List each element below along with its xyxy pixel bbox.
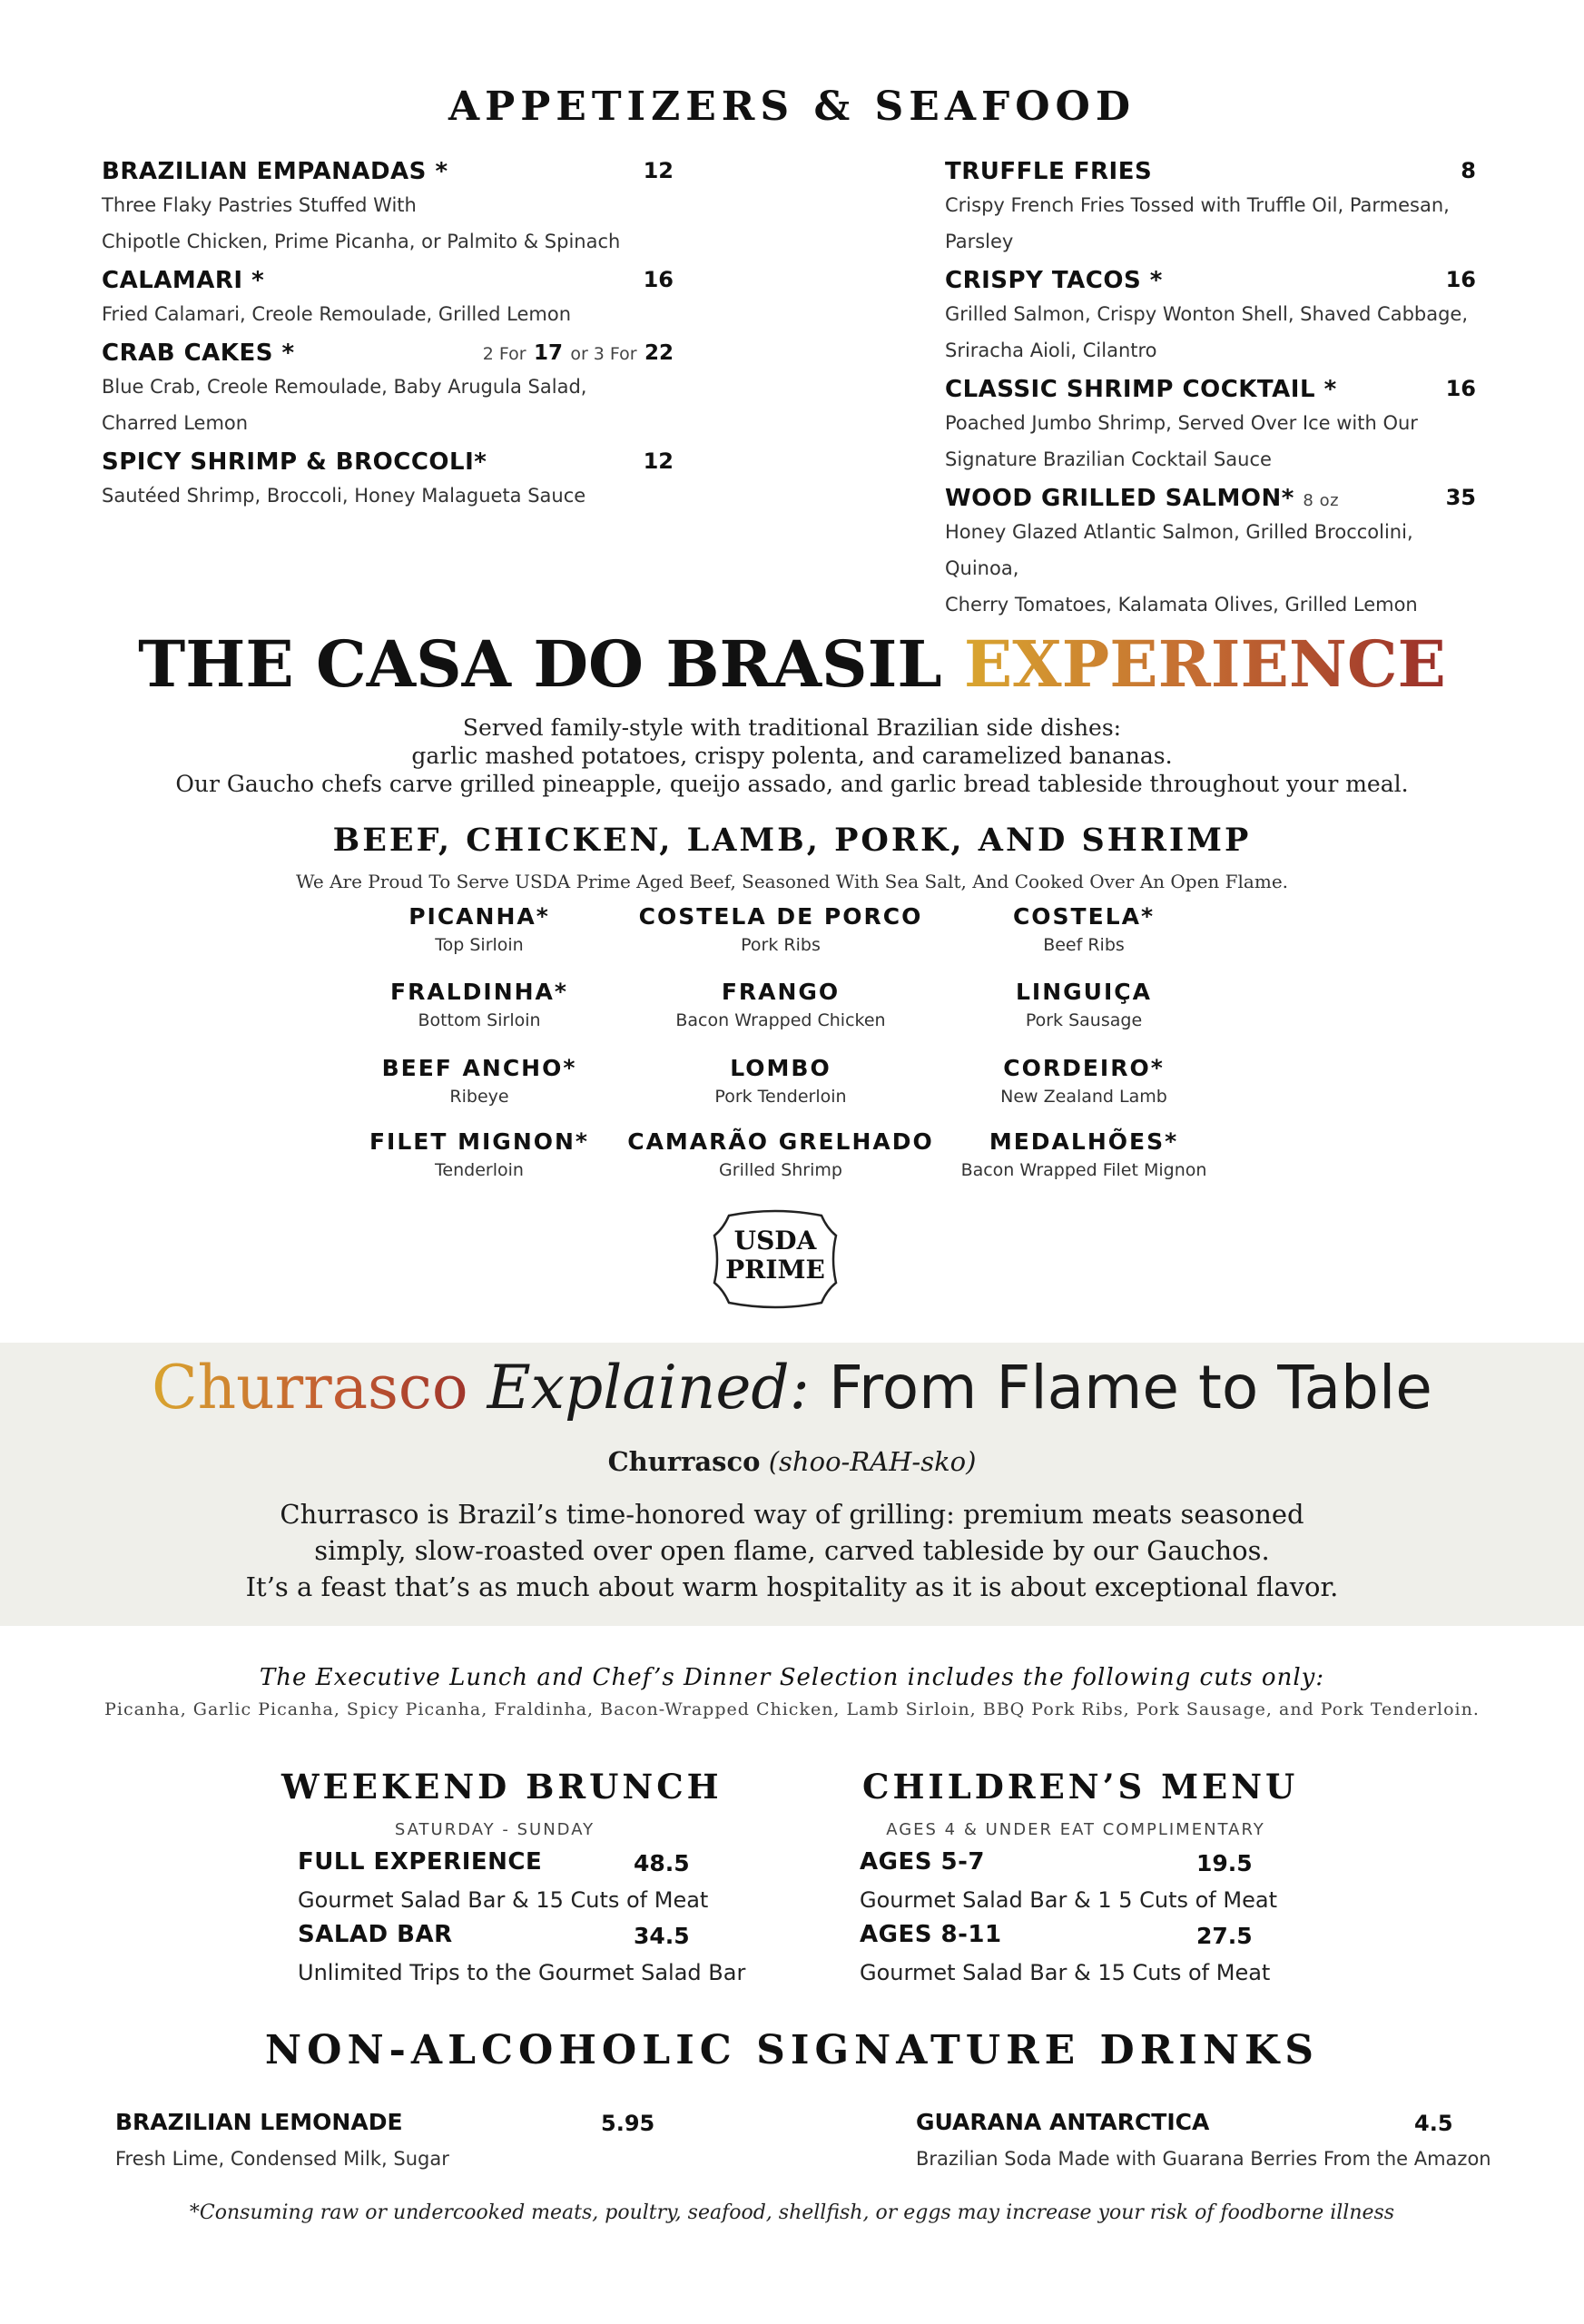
drink-price: 5.95 <box>601 2111 655 2136</box>
meat-subtitle: Grilled Shrimp <box>719 1160 842 1180</box>
item-description <box>945 187 1476 260</box>
price-value: 17 <box>533 341 563 365</box>
item-desc-line: Honey Glazed Atlantic Salmon, Grilled Broccolini, Quinoa, <box>945 521 1413 579</box>
price-prefix: 2 For <box>482 344 526 364</box>
children-item-name: AGES 8-11 <box>860 1921 1002 1948</box>
menu-item-crispy-tacos <box>945 267 1476 369</box>
item-price: 16 <box>1445 267 1476 292</box>
item-desc-line: Parsley <box>945 231 1014 252</box>
drink-price: 4.5 <box>1414 2111 1453 2136</box>
badge-line: USDA <box>733 1226 817 1256</box>
meat-subtitle: New Zealand Lamb <box>1000 1087 1167 1107</box>
menu-item-shrimp-cocktail <box>945 376 1476 478</box>
menu-item-spicy-shrimp <box>102 448 674 514</box>
item-price: 8 <box>1461 158 1476 183</box>
brunch-item-desc: Unlimited Trips to the Gourmet Salad Bar <box>298 1960 746 1985</box>
meat-subtitle: Bacon Wrapped Filet Mignon <box>960 1160 1207 1180</box>
meat-costela <box>893 903 1274 955</box>
item-desc-line: Crispy French Fries Tossed with Truffle Oil, Parmesan, <box>945 194 1450 216</box>
item-name: CLASSIC SHRIMP COCKTAIL * <box>945 376 1337 403</box>
churrasco-title-italic: Explained: <box>487 1353 810 1423</box>
meats-title: BEEF, CHICKEN, LAMB, PORK, AND SHRIMP <box>332 822 1252 859</box>
meat-cordeiro <box>893 1055 1274 1107</box>
menu-item-crab-cakes <box>102 340 674 441</box>
experience-desc-line: Served family-style with traditional Brazilian side dishes: <box>462 714 1122 741</box>
appetizers-title: APPETIZERS & SEAFOOD <box>448 84 1136 130</box>
churrasco-pronunciation: (shoo-RAH-sko) <box>768 1446 977 1477</box>
brunch-item-desc: Gourmet Salad Bar & 15 Cuts of Meat <box>298 1887 709 1913</box>
meat-subtitle: Pork Sausage <box>1025 1010 1143 1030</box>
meat-medalhoes <box>893 1128 1274 1180</box>
children-title: CHILDREN’S MENU <box>862 1767 1299 1807</box>
meat-name: CORDEIRO* <box>1003 1055 1165 1081</box>
churrasco-desc-line: simply, slow-roasted over open flame, carved tableside by our Gauchos. <box>314 1535 1270 1566</box>
children-subtitle: AGES 4 & UNDER EAT COMPLIMENTARY <box>886 1820 1265 1839</box>
selection-title: The Executive Lunch and Chef’s Dinner Selection includes the following cuts only: <box>259 1664 1325 1691</box>
brunch-subtitle: SATURDAY - SUNDAY <box>394 1820 595 1839</box>
meat-subtitle: Tenderloin <box>435 1160 524 1180</box>
item-price: 16 <box>1445 376 1476 401</box>
children-item-desc: Gourmet Salad Bar & 15 Cuts of Meat <box>860 1960 1271 1985</box>
churrasco-term: Churrasco <box>607 1446 761 1477</box>
item-desc-line: Chipotle Chicken, Prime Picanha, or Palmito & Spinach <box>102 231 621 252</box>
item-name: CRISPY TACOS * <box>945 267 1163 294</box>
meat-name: COSTELA DE PORCO <box>638 903 923 930</box>
children-item-name: AGES 5-7 <box>860 1848 985 1876</box>
meat-name: FILET MIGNON* <box>369 1128 589 1155</box>
children-item-price: 19.5 <box>1196 1850 1253 1876</box>
meat-subtitle: Ribeye <box>449 1087 509 1107</box>
meat-name: MEDALHÕES* <box>989 1128 1179 1155</box>
item-desc-line: Fried Calamari, Creole Remoulade, Grilled Lemon <box>102 303 572 325</box>
badge-line: PRIME <box>725 1255 825 1285</box>
churrasco-term-line <box>0 1446 1584 1477</box>
brunch-item-price: 48.5 <box>634 1850 690 1876</box>
meat-subtitle: Beef Ribs <box>1043 935 1125 955</box>
meat-name: FRALDINHA* <box>390 979 568 1005</box>
meat-name: COSTELA* <box>1012 903 1156 930</box>
item-price-options <box>483 340 674 365</box>
brunch-item-price: 34.5 <box>634 1923 690 1949</box>
item-desc-line: Sriracha Aioli, Cilantro <box>945 340 1157 361</box>
meat-name: PICANHA* <box>408 903 550 930</box>
experience-desc-line: garlic mashed potatoes, crispy polenta, and caramelized bananas. <box>411 743 1173 769</box>
item-desc-line: Blue Crab, Creole Remoulade, Baby Arugula Salad, <box>102 376 587 398</box>
item-name: CALAMARI * <box>102 267 265 294</box>
drink-name: BRAZILIAN LEMONADE <box>115 2109 403 2135</box>
menu-item-wood-grilled-salmon <box>945 485 1476 623</box>
churrasco-title-accent: Churrasco <box>152 1353 487 1423</box>
item-desc-line: Cherry Tomatoes, Kalamata Olives, Grilled Lemon <box>945 594 1418 615</box>
churrasco-title <box>0 1353 1584 1423</box>
item-price: 35 <box>1445 485 1476 510</box>
meat-name: LINGUIÇA <box>1016 979 1152 1005</box>
item-description <box>102 369 674 441</box>
item-description <box>945 296 1476 369</box>
brunch-item-name: SALAD BAR <box>298 1921 453 1948</box>
footer-disclaimer: *Consuming raw or undercooked meats, poultry, seafood, shellfish, or eggs may increase your risk of foodborne illness <box>189 2201 1395 2224</box>
meat-subtitle: Pork Tenderloin <box>714 1087 847 1107</box>
menu-item-truffle-fries <box>945 158 1476 260</box>
item-desc-line: Three Flaky Pastries Stuffed With <box>102 194 417 216</box>
experience-description <box>0 714 1584 798</box>
item-desc-line: Grilled Salmon, Crispy Wonton Shell, Shaved Cabbage, <box>945 303 1469 325</box>
item-description <box>945 514 1476 623</box>
experience-title-accent: EXPERIENCE <box>963 626 1446 702</box>
drink-name: GUARANA ANTARCTICA <box>916 2109 1210 2135</box>
meats-note: We Are Proud To Serve USDA Prime Aged Beef, Seasoned With Sea Salt, And Cooked Over An Open Flame. <box>295 871 1289 892</box>
item-portion: 8 oz <box>1303 491 1340 510</box>
children-item-desc: Gourmet Salad Bar & 1 5 Cuts of Meat <box>860 1887 1277 1913</box>
item-name <box>945 485 1476 512</box>
meat-subtitle: Bottom Sirloin <box>418 1010 541 1030</box>
item-desc-line: Sautéed Shrimp, Broccoli, Honey Malagueta Sauce <box>102 485 586 507</box>
meat-subtitle: Top Sirloin <box>435 935 524 955</box>
churrasco-desc-line: Churrasco is Brazil’s time-honored way of grilling: premium meats seasoned <box>280 1499 1304 1530</box>
price-value: 22 <box>644 341 674 365</box>
item-description <box>102 478 674 514</box>
price-prefix: or 3 For <box>570 344 637 364</box>
churrasco-desc-line: It’s a feast that’s as much about warm hospitality as it is about exceptional flavor. <box>245 1571 1339 1602</box>
meat-linguica <box>893 979 1274 1030</box>
item-description <box>102 187 674 260</box>
item-description <box>102 296 674 332</box>
meat-name: CAMARÃO GRELHADO <box>627 1128 934 1155</box>
menu-item-empanadas <box>102 158 674 260</box>
drinks-title: NON-ALCOHOLIC SIGNATURE DRINKS <box>264 2027 1320 2073</box>
item-name: TRUFFLE FRIES <box>945 158 1153 185</box>
item-name: BRAZILIAN EMPANADAS * <box>102 158 448 185</box>
churrasco-title-rest: From Flame to Table <box>809 1353 1432 1423</box>
item-name: CRAB CAKES * <box>102 340 295 367</box>
item-price: 16 <box>643 267 674 292</box>
churrasco-description <box>0 1496 1584 1605</box>
brunch-title: WEEKEND BRUNCH <box>281 1767 723 1807</box>
item-price: 12 <box>643 158 674 183</box>
experience-desc-line: Our Gaucho chefs carve grilled pineapple, queijo assado, and garlic bread tableside throughout your meal. <box>175 771 1409 797</box>
item-desc-line: Poached Jumbo Shrimp, Served Over Ice with Our <box>945 412 1418 434</box>
item-price: 12 <box>643 448 674 474</box>
meat-name: BEEF ANCHO* <box>381 1055 577 1081</box>
children-item-price: 27.5 <box>1196 1923 1253 1949</box>
menu-item-calamari <box>102 267 674 332</box>
usda-prime-shield-icon <box>711 1208 840 1310</box>
meat-name: LOMBO <box>730 1055 831 1081</box>
drink-desc: Fresh Lime, Condensed Milk, Sugar <box>115 2148 449 2170</box>
item-description <box>945 405 1476 478</box>
experience-title <box>0 626 1584 702</box>
experience-title-main: THE CASA DO BRASIL <box>138 626 964 702</box>
brunch-item-name: FULL EXPERIENCE <box>298 1848 543 1876</box>
selection-cuts: Picanha, Garlic Picanha, Spicy Picanha, Fraldinha, Bacon-Wrapped Chicken, Lamb Sirloin, BBQ Pork Ribs, Pork Sausage, and Pork Tenderloin. <box>104 1699 1480 1719</box>
meat-subtitle: Pork Ribs <box>741 935 821 955</box>
item-desc-line: Signature Brazilian Cocktail Sauce <box>945 448 1272 470</box>
item-name: SPICY SHRIMP & BROCCOLI* <box>102 448 487 476</box>
meat-subtitle: Bacon Wrapped Chicken <box>675 1010 886 1030</box>
item-name-text: WOOD GRILLED SALMON* <box>945 485 1294 512</box>
meat-name: FRANGO <box>721 979 841 1005</box>
item-desc-line: Charred Lemon <box>102 412 249 434</box>
drink-desc: Brazilian Soda Made with Guarana Berries From the Amazon <box>916 2148 1491 2170</box>
